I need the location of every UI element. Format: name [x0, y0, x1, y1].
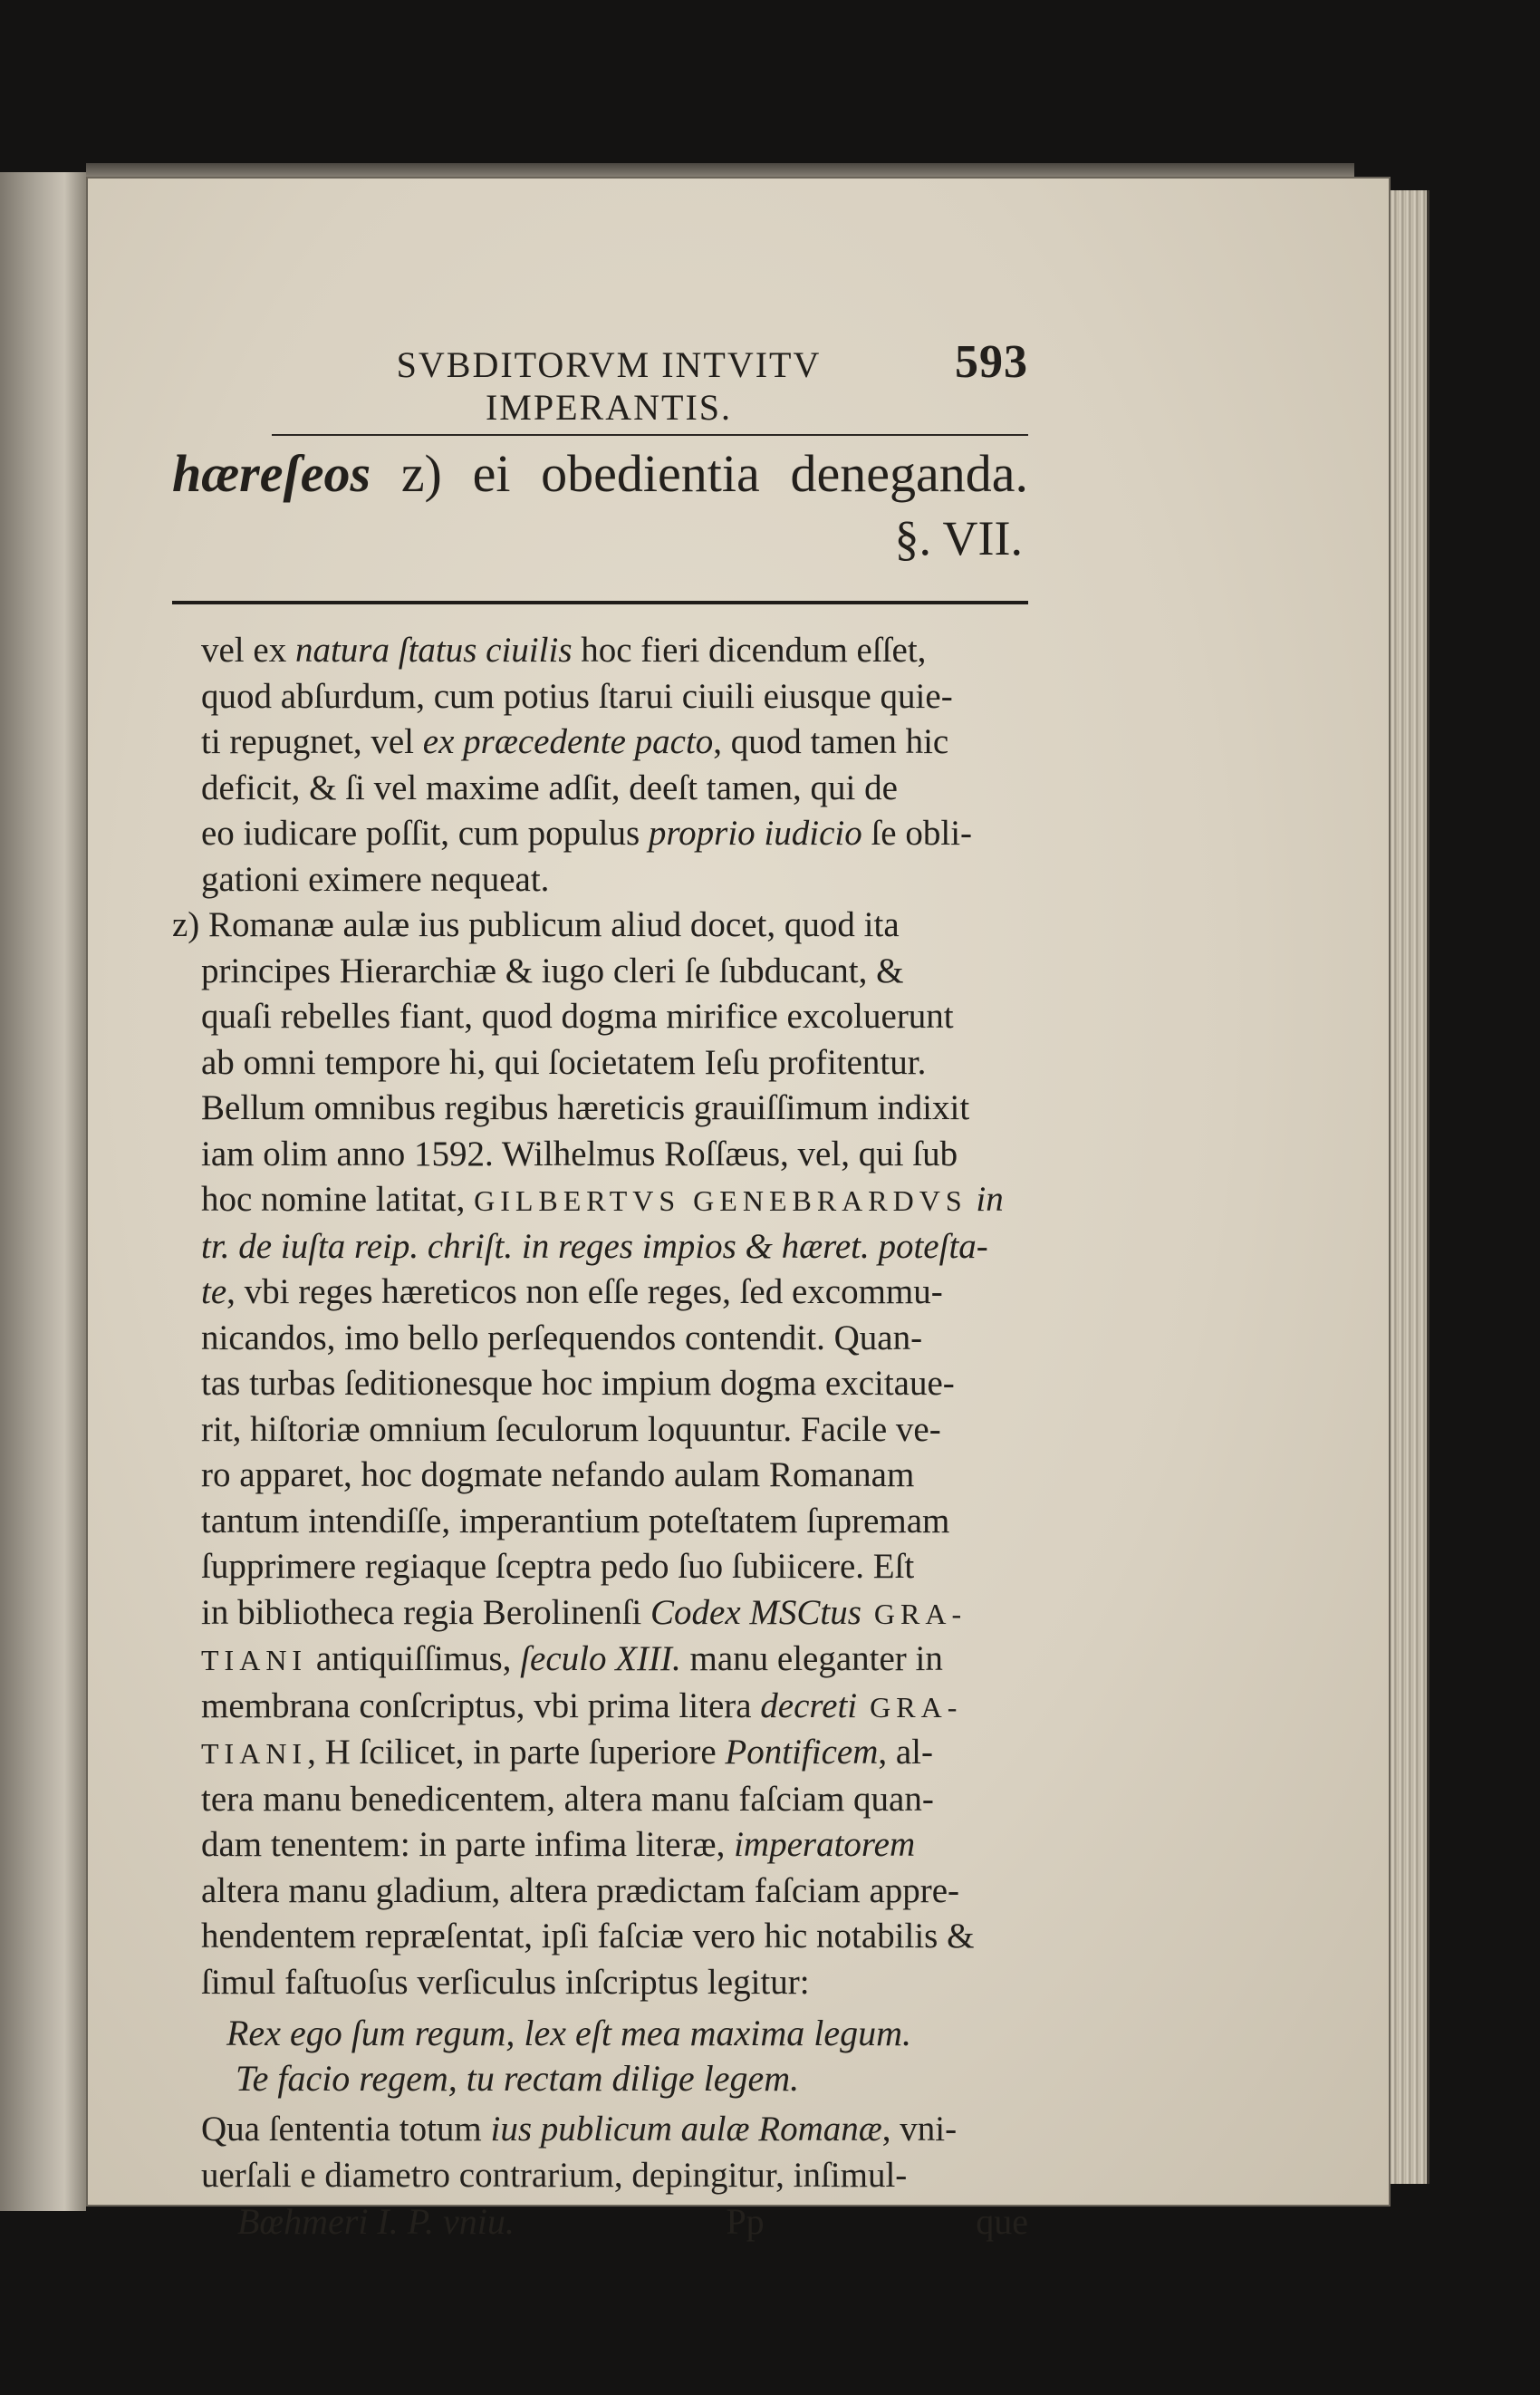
text-run: , quod tamen hic [713, 722, 949, 761]
continuation-word: obedientia [541, 444, 760, 503]
text-line [201, 857, 1028, 903]
text-line [201, 994, 1028, 1040]
text-line [201, 1040, 1028, 1086]
text-run: z) Romanæ aulæ ius publicum aliud docet, quod ita [172, 905, 900, 944]
text-run: tr. de iuſta reip. chriſt. in reges impios & hæret. poteſta- [201, 1226, 988, 1266]
text-run: eo iudicare poſſit, cum populus [201, 814, 649, 853]
text-run: tas turbas ſeditionesque hoc impium dogma excitaue- [201, 1364, 955, 1403]
signature-line: Bœhmeri I. P. vniu. [237, 2201, 515, 2242]
text-run: ex præcedente pacto [422, 722, 714, 761]
continuation-line [172, 441, 1028, 507]
text-line [201, 1499, 1028, 1545]
text-run: ab omni tempore hi, qui ſocietatem Ieſu profitentur. [201, 1042, 927, 1082]
text-run: GILBERTVS GENEBRARDVS [474, 1184, 967, 1217]
text-run: , al- [878, 1733, 933, 1772]
text-line [201, 1544, 1028, 1590]
text-run: ro apparet, hoc dogmate nefando aulam Romanam [201, 1455, 915, 1494]
continuation-word: ei [472, 444, 511, 503]
text-run: , vni- [881, 2110, 958, 2149]
text-line [201, 2107, 1028, 2153]
text-run: vel ex [201, 631, 295, 670]
text-line [201, 811, 1028, 857]
catchword: que [976, 2201, 1028, 2242]
text-run: , H ſcilicet, in parte ſuperiore [307, 1733, 726, 1772]
text-run: Pontificem [725, 1733, 879, 1772]
text-line [201, 1224, 1028, 1270]
text-run: rit, hiſtoriæ omnium ſeculorum loquuntur. Facile ve- [201, 1409, 941, 1449]
text-line [201, 949, 1028, 995]
text-line [201, 1730, 1028, 1777]
footnote-y [172, 628, 1028, 903]
text-line [201, 1132, 1028, 1178]
continuation-word: deneganda. [790, 444, 1028, 503]
text-run: in [967, 1180, 1004, 1219]
page-footer [172, 2200, 1028, 2243]
text-run: hoc fieri dicendum eſſet, [572, 631, 927, 670]
text-run: altera manu gladium, altera prædictam faſciam appre- [201, 1870, 960, 1910]
text-line [201, 1453, 1028, 1499]
text-run: Bellum omnibus regibus hæreticis grauiſſimum indixit [201, 1088, 970, 1127]
text-run: deficit, & ſi vel maxime adſit, deeſt tamen, qui de [201, 768, 898, 807]
text-run: ſe obli- [861, 814, 973, 853]
text-run: ſeculo XIII. [520, 1639, 681, 1678]
text-run: principes Hierarchiæ & iugo cleri ſe ſubducant, & [201, 951, 904, 990]
text-run: iam olim anno 1592. Wilhelmus Roſſæus, vel, qui ſub [201, 1134, 958, 1173]
text-run: hendentem repræſentat, ipſi faſciæ vero hic notabilis & [201, 1917, 975, 1956]
text-run: manu eleganter in [680, 1639, 943, 1678]
footnote-z [172, 903, 1028, 2005]
text-run: quaſi rebelles fiant, quod dogma mirifice excoluerunt [201, 997, 954, 1036]
text-run: Qua ſententia totum [201, 2110, 491, 2149]
text-line [201, 1270, 1028, 1316]
text-run: ſupprimere regiaque ſceptra pedo ſuo ſubiicere. Eſt [201, 1547, 915, 1586]
text-line [201, 1822, 1028, 1869]
continuation-word: z) [400, 444, 442, 503]
text-run: te [201, 1272, 227, 1311]
text-run: proprio iudicio [648, 814, 862, 853]
text-run: ti repugnet, vel [201, 722, 423, 761]
verse-line: Rex ego ſum regum, lex eſt mea maxima legum. [226, 2013, 912, 2053]
text-line [201, 1086, 1028, 1132]
text-line [201, 1316, 1028, 1362]
section-heading: §. VII. [894, 511, 1023, 565]
running-head [272, 335, 1028, 436]
text-run: natura ſtatus ciuilis [294, 631, 573, 670]
verse-block [172, 2011, 1028, 2101]
text-line [201, 628, 1028, 674]
text-run: in bibliotheca regia Berolinenſi [201, 1592, 651, 1632]
signature-mark: Pp [726, 2201, 765, 2242]
text-run: GRA- [857, 1690, 963, 1724]
text-run: tera manu benedicentem, altera manu faſciam quan- [201, 1779, 934, 1819]
text-run: Codex MSCtus [650, 1592, 861, 1632]
page-content [172, 335, 1028, 2243]
text-line [201, 2153, 1028, 2199]
previous-page-edge [0, 172, 86, 2211]
text-run: membrana conſcriptus, vbi prima litera [201, 1685, 761, 1725]
text-line [201, 1777, 1028, 1823]
page-number: 593 [955, 336, 1028, 388]
text-run: gationi eximere nequeat. [201, 859, 550, 899]
text-run: dam tenentem: in parte infima literæ, [201, 1825, 735, 1864]
text-run: uerſali e diametro contrarium, depingitur, inſimul- [201, 2155, 908, 2195]
text-run: ius publicum aulæ Romanæ [490, 2110, 882, 2149]
text-run: imperatorem [734, 1825, 916, 1864]
text-line [201, 1590, 1028, 1637]
text-run: nicandos, imo bello perſequendos contendit. Quan- [201, 1318, 923, 1357]
text-run: tantum intendiſſe, imperantium poteſtatem ſupremam [201, 1501, 950, 1540]
text-line [172, 903, 1028, 949]
text-line [201, 1869, 1028, 1915]
text-run: quod abſurdum, cum potius ſtarui ciuili eiusque quie- [201, 676, 953, 716]
continuation-word: hæreſeos [172, 444, 371, 503]
closing-text [172, 2107, 1028, 2198]
text-line [201, 766, 1028, 812]
running-head-title: SVBDITORVM INTVITV IMPERANTIS. [396, 344, 822, 428]
text-line [201, 1361, 1028, 1407]
text-run: hoc nomine latitat, [201, 1180, 475, 1219]
text-line [201, 1960, 1028, 2006]
text-line [201, 1637, 1028, 1684]
text-run: GRA- [861, 1597, 967, 1630]
text-line [201, 719, 1028, 766]
text-run: antiquiſſimus, [307, 1639, 521, 1678]
text-line [201, 1684, 1028, 1731]
text-run: TIANI [201, 1737, 308, 1770]
text-run: TIANI [201, 1644, 308, 1676]
text-line [201, 1177, 1028, 1224]
verse-line: Te facio regem, tu rectam dilige legem. [236, 2058, 800, 2099]
text-run: decreti [760, 1685, 858, 1725]
text-line [201, 1914, 1028, 1960]
text-run: ſimul faſtuoſus verſiculus inſcriptus legitur: [201, 1962, 810, 2002]
footnote-rule [172, 601, 1028, 604]
text-line [201, 674, 1028, 720]
text-line [201, 1407, 1028, 1453]
text-run: , vbi reges hæreticos non eſſe reges, ſed excommu- [226, 1272, 943, 1311]
